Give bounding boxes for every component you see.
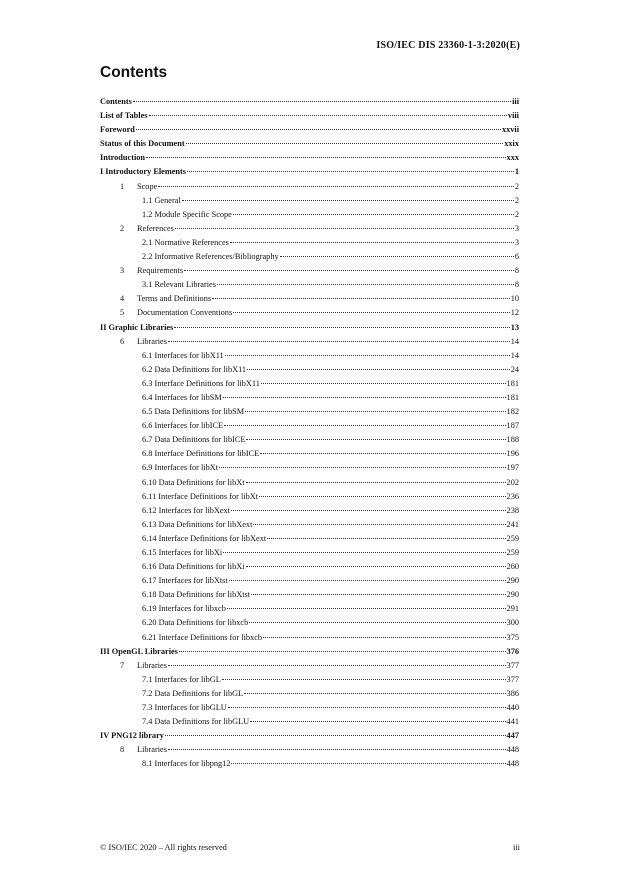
toc-entry-number: 2 bbox=[120, 223, 125, 233]
toc-dot-leader bbox=[165, 735, 506, 736]
toc-dot-leader bbox=[246, 566, 506, 567]
toc-dot-leader bbox=[246, 482, 506, 483]
toc-entry-page: 259 bbox=[506, 548, 519, 557]
toc-entry-label: Terms and Definitions bbox=[137, 294, 212, 304]
toc-entry-label: Scope bbox=[137, 181, 158, 191]
toc-dot-leader bbox=[249, 622, 505, 623]
toc-entry-label: 6.21 Interface Definitions for libxcb bbox=[142, 632, 263, 642]
toc-entry-page: 24 bbox=[510, 364, 519, 374]
toc-dot-leader bbox=[212, 298, 510, 299]
toc-entry-label: 8.1 Interfaces for libpng12 bbox=[142, 759, 231, 769]
toc-dot-leader bbox=[222, 679, 506, 680]
toc-entry[interactable] bbox=[100, 715, 519, 729]
toc-entry[interactable] bbox=[100, 109, 519, 123]
toc-dot-leader bbox=[175, 228, 514, 229]
toc-entry[interactable] bbox=[100, 616, 519, 630]
toc-entry-page: 14 bbox=[510, 350, 519, 360]
toc-dot-leader bbox=[223, 397, 506, 398]
toc-dot-leader bbox=[229, 580, 506, 581]
toc-entry[interactable] bbox=[100, 433, 519, 447]
document-identifier: ISO/IEC DIS 23360-1-3:2020(E) bbox=[376, 40, 520, 51]
toc-entry[interactable] bbox=[100, 236, 519, 250]
toc-entry-page: 377 bbox=[506, 674, 519, 684]
toc-dot-leader bbox=[267, 538, 505, 539]
toc-dot-leader bbox=[133, 101, 511, 102]
toc-entry[interactable] bbox=[100, 363, 519, 377]
toc-entry[interactable] bbox=[100, 504, 519, 518]
toc-dot-leader bbox=[247, 369, 510, 370]
toc-dot-leader bbox=[245, 411, 505, 412]
toc-entry-page: 181 bbox=[506, 378, 519, 388]
toc-entry-page: 8 bbox=[514, 280, 519, 290]
toc-entry-label: 7.4 Data Definitions for libGLU bbox=[142, 717, 250, 727]
toc-entry-label: II Graphic Libraries bbox=[100, 322, 174, 332]
toc-entry-label: 7.3 Interfaces for libGLU bbox=[142, 703, 227, 713]
toc-entry-label: Documentation Conventions bbox=[137, 308, 233, 318]
toc-entry[interactable] bbox=[100, 264, 519, 278]
toc-entry-page: iii bbox=[512, 97, 519, 106]
toc-entry-page: 2 bbox=[514, 181, 519, 191]
toc-entry-page: 2 bbox=[514, 209, 519, 219]
toc-dot-leader bbox=[182, 200, 514, 201]
toc-dot-leader bbox=[179, 651, 506, 652]
toc-entry-label: Foreword bbox=[100, 125, 135, 135]
toc-entry-page: 14 bbox=[510, 336, 519, 346]
toc-entry-page: 386 bbox=[506, 688, 519, 698]
toc-entry-label: IV PNG12 library bbox=[100, 731, 164, 741]
toc-entry-number: 1 bbox=[120, 181, 125, 191]
toc-entry-page: 290 bbox=[506, 590, 519, 600]
toc-entry-page: 238 bbox=[506, 505, 519, 515]
toc-entry-label: 3.1 Relevant Libraries bbox=[142, 280, 216, 290]
toc-entry-page: 2 bbox=[514, 195, 519, 205]
toc-entry-label: 6.2 Data Definitions for libX11 bbox=[142, 364, 247, 374]
toc-entry[interactable] bbox=[100, 461, 519, 475]
toc-entry[interactable] bbox=[100, 321, 519, 335]
toc-entry-label: I Introductory Elements bbox=[100, 167, 187, 177]
toc-entry-page: xxx bbox=[506, 153, 519, 163]
toc-entry-label: 6.7 Data Definitions for libICE bbox=[142, 435, 246, 445]
toc-dot-leader bbox=[146, 157, 506, 158]
toc-entry[interactable] bbox=[100, 560, 519, 574]
toc-entry-page: 375 bbox=[506, 632, 519, 642]
toc-entry[interactable] bbox=[100, 95, 519, 109]
toc-entry-page: 182 bbox=[506, 407, 519, 417]
toc-entry[interactable] bbox=[100, 659, 519, 673]
toc-entry[interactable] bbox=[100, 447, 519, 461]
toc-entry-page: 291 bbox=[506, 604, 519, 614]
toc-entry[interactable] bbox=[100, 476, 519, 490]
toc-entry[interactable] bbox=[100, 377, 519, 391]
toc-entry-label: List of Tables bbox=[100, 111, 148, 121]
toc-entry-page: 448 bbox=[506, 759, 519, 769]
toc-entry-label: 6.17 Interfaces for libXtst bbox=[142, 576, 228, 586]
toc-entry-label: 6.18 Data Definitions for libXtst bbox=[142, 590, 251, 600]
toc-entry-label: 6.3 Interface Definitions for libX11 bbox=[142, 378, 260, 388]
toc-dot-leader bbox=[228, 707, 506, 708]
page-number: iii bbox=[513, 843, 520, 852]
toc-entry[interactable] bbox=[100, 673, 519, 687]
toc-entry-page: 377 bbox=[506, 660, 519, 670]
toc-entry[interactable] bbox=[100, 194, 519, 208]
toc-entry[interactable] bbox=[100, 546, 519, 560]
toc-dot-leader bbox=[230, 242, 514, 243]
toc-entry-page: 3 bbox=[514, 223, 519, 233]
toc-entry-number: 3 bbox=[120, 266, 125, 276]
toc-entry-page: 260 bbox=[506, 562, 519, 572]
table-of-contents bbox=[100, 95, 519, 772]
toc-dot-leader bbox=[261, 383, 506, 384]
toc-dot-leader bbox=[168, 341, 510, 342]
toc-entry-page: 188 bbox=[506, 435, 519, 445]
toc-dot-leader bbox=[251, 594, 505, 595]
toc-dot-leader bbox=[250, 721, 505, 722]
toc-dot-leader bbox=[224, 425, 505, 426]
toc-entry-label: 6.5 Data Definitions for libSM bbox=[142, 407, 245, 417]
toc-entry[interactable] bbox=[100, 180, 519, 194]
toc-entry[interactable] bbox=[100, 137, 519, 151]
toc-dot-leader bbox=[253, 524, 505, 525]
toc-entry[interactable] bbox=[100, 419, 519, 433]
toc-entry-label: Contents bbox=[100, 97, 132, 106]
toc-entry[interactable] bbox=[100, 151, 519, 165]
toc-entry[interactable] bbox=[100, 349, 519, 363]
toc-dot-leader bbox=[259, 496, 506, 497]
toc-entry-label: 6.14 Interface Definitions for libXext bbox=[142, 533, 267, 543]
toc-dot-leader bbox=[227, 608, 506, 609]
toc-entry-page: 181 bbox=[506, 392, 519, 402]
toc-entry-page: 259 bbox=[506, 533, 519, 543]
toc-entry[interactable] bbox=[100, 335, 519, 349]
toc-entry[interactable] bbox=[100, 729, 519, 743]
toc-entry-page: 202 bbox=[506, 477, 519, 487]
toc-dot-leader bbox=[263, 637, 506, 638]
toc-entry[interactable] bbox=[100, 602, 519, 616]
toc-entry-page: 3 bbox=[514, 237, 519, 247]
toc-entry[interactable] bbox=[100, 757, 519, 771]
toc-entry[interactable] bbox=[100, 532, 519, 546]
toc-entry-page: 196 bbox=[506, 449, 519, 459]
toc-entry-label: 6.8 Interface Definitions for libICE bbox=[142, 449, 260, 459]
toc-entry-label: 2.2 Informative References/Bibliography bbox=[142, 252, 279, 262]
toc-entry[interactable] bbox=[100, 405, 519, 419]
toc-dot-leader bbox=[136, 129, 501, 130]
toc-entry-page: 440 bbox=[506, 703, 519, 713]
toc-dot-leader bbox=[225, 355, 510, 356]
toc-entry[interactable] bbox=[100, 278, 519, 292]
toc-entry-page: viii bbox=[507, 111, 519, 121]
toc-entry-page: 448 bbox=[506, 745, 519, 755]
toc-entry-page: 6 bbox=[514, 252, 519, 262]
toc-entry-number: 7 bbox=[120, 660, 125, 670]
toc-dot-leader bbox=[231, 510, 506, 511]
toc-entry-label: 6.1 Interfaces for libX11 bbox=[142, 350, 224, 360]
toc-entry-label: Libraries bbox=[137, 336, 167, 346]
toc-entry-number: 6 bbox=[120, 336, 125, 346]
toc-entry-label: 6.15 Interfaces for libXi bbox=[142, 548, 223, 557]
toc-dot-leader bbox=[219, 467, 506, 468]
toc-entry-page: 290 bbox=[506, 576, 519, 586]
toc-entry-label: Status of this Document bbox=[100, 139, 185, 149]
toc-entry[interactable] bbox=[100, 123, 519, 137]
toc-dot-leader bbox=[233, 312, 510, 313]
toc-entry[interactable] bbox=[100, 518, 519, 532]
toc-entry-label: Requirements bbox=[137, 266, 184, 276]
toc-entry-label: 6.10 Data Definitions for libXt bbox=[142, 477, 245, 487]
toc-dot-leader bbox=[168, 665, 506, 666]
toc-entry[interactable] bbox=[100, 701, 519, 715]
toc-dot-leader bbox=[186, 143, 504, 144]
toc-entry[interactable] bbox=[100, 743, 519, 757]
toc-dot-leader bbox=[223, 552, 505, 553]
toc-entry-label: 2.1 Normative References bbox=[142, 237, 229, 247]
toc-entry[interactable] bbox=[100, 687, 519, 701]
toc-dot-leader bbox=[231, 763, 505, 764]
toc-entry-page: 187 bbox=[506, 421, 519, 431]
toc-entry[interactable] bbox=[100, 391, 519, 405]
toc-dot-leader bbox=[244, 693, 505, 694]
toc-entry-page: xxix bbox=[504, 139, 519, 149]
toc-dot-leader bbox=[149, 115, 507, 116]
toc-entry-page: 300 bbox=[506, 618, 519, 628]
toc-entry-page: 1 bbox=[514, 167, 519, 177]
toc-entry-page: 376 bbox=[506, 646, 519, 656]
toc-entry-number: 8 bbox=[120, 745, 125, 755]
toc-entry-label: 6.20 Data Definitions for libxcb bbox=[142, 618, 249, 628]
toc-entry-label: III OpenGL Libraries bbox=[100, 646, 178, 656]
toc-entry-page: 12 bbox=[510, 308, 519, 318]
toc-entry[interactable] bbox=[100, 588, 519, 602]
toc-entry-page: xxvii bbox=[501, 125, 519, 135]
toc-entry-label: 6.11 Interface Definitions for libXt bbox=[142, 491, 259, 501]
toc-dot-leader bbox=[217, 284, 514, 285]
toc-entry-label: Libraries bbox=[137, 660, 167, 670]
toc-entry-label: 6.4 Interfaces for libSM bbox=[142, 392, 222, 402]
toc-entry[interactable] bbox=[100, 165, 519, 179]
toc-entry[interactable] bbox=[100, 490, 519, 504]
toc-dot-leader bbox=[280, 256, 514, 257]
toc-entry[interactable] bbox=[100, 250, 519, 264]
toc-entry[interactable] bbox=[100, 645, 519, 659]
toc-entry[interactable] bbox=[100, 292, 519, 306]
toc-entry-page: 236 bbox=[506, 491, 519, 501]
toc-entry-label: Introduction bbox=[100, 153, 146, 163]
toc-entry[interactable] bbox=[100, 306, 519, 320]
toc-entry-page: 10 bbox=[510, 294, 519, 304]
toc-dot-leader bbox=[246, 439, 505, 440]
toc-dot-leader bbox=[174, 327, 509, 328]
toc-entry-label: 7.2 Data Definitions for libGL bbox=[142, 688, 244, 698]
toc-dot-leader bbox=[187, 171, 514, 172]
toc-entry-label: 6.16 Data Definitions for libXi bbox=[142, 562, 245, 572]
toc-entry-page: 441 bbox=[506, 717, 519, 727]
toc-entry-page: 241 bbox=[506, 519, 519, 529]
toc-entry-label: 7.1 Interfaces for libGL bbox=[142, 674, 221, 684]
toc-dot-leader bbox=[260, 453, 505, 454]
copyright-notice: © ISO/IEC 2020 – All rights reserved bbox=[100, 843, 227, 852]
toc-entry-label: References bbox=[137, 223, 174, 233]
page-title: Contents bbox=[100, 64, 168, 81]
toc-dot-leader bbox=[184, 270, 514, 271]
toc-entry-label: 6.9 Interfaces for libXt bbox=[142, 463, 219, 473]
toc-entry[interactable] bbox=[100, 208, 519, 222]
toc-entry-number: 4 bbox=[120, 294, 125, 304]
toc-dot-leader bbox=[168, 749, 506, 750]
toc-entry[interactable] bbox=[100, 574, 519, 588]
toc-dot-leader bbox=[233, 214, 514, 215]
toc-entry[interactable] bbox=[100, 631, 519, 645]
toc-entry-label: 6.13 Data Definitions for libXext bbox=[142, 519, 253, 529]
toc-entry-label: 6.19 Interfaces for libxcb bbox=[142, 604, 226, 614]
toc-entry-page: 8 bbox=[514, 266, 519, 276]
toc-entry-label: 1.1 General bbox=[142, 195, 181, 205]
toc-entry-label: 6.6 Interfaces for libICE bbox=[142, 421, 224, 431]
toc-entry-label: Libraries bbox=[137, 745, 167, 755]
toc-entry[interactable] bbox=[100, 222, 519, 236]
toc-dot-leader bbox=[158, 186, 514, 187]
toc-entry-page: 13 bbox=[510, 322, 519, 332]
toc-entry-label: 1.2 Module Specific Scope bbox=[142, 209, 232, 219]
toc-entry-number: 5 bbox=[120, 308, 125, 318]
toc-entry-page: 197 bbox=[506, 463, 519, 473]
toc-entry-page: 447 bbox=[506, 731, 519, 741]
toc-entry-label: 6.12 Interfaces for libXext bbox=[142, 505, 231, 515]
